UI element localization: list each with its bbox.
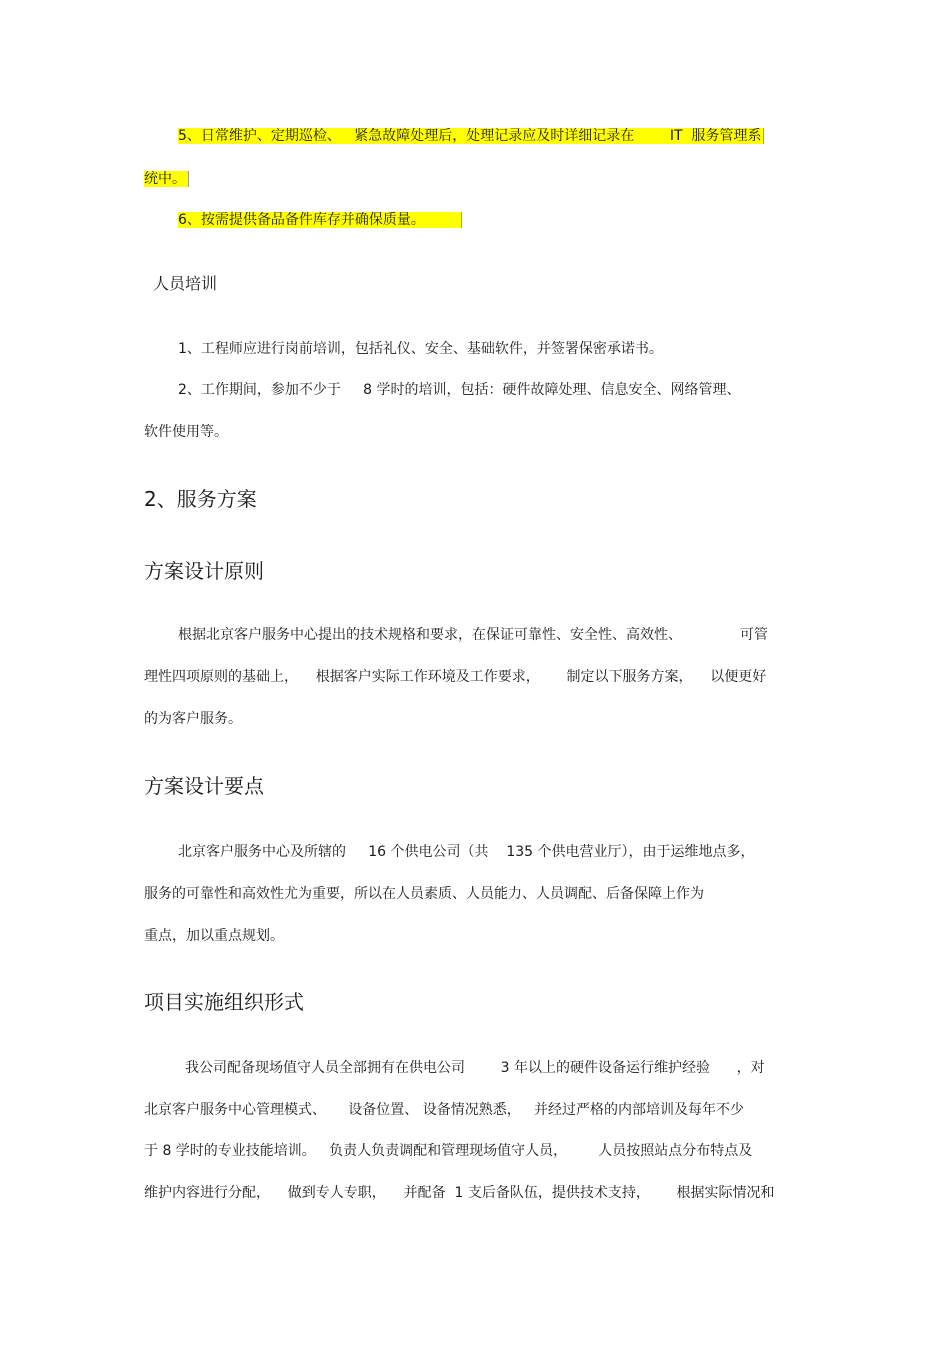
highlight: 6、按需提供备品备件库存并确保质量。: [178, 212, 462, 228]
maintenance-item-5-line-2: [144, 169, 189, 189]
organization-line-3: 于 8 学时的专业技能培训。 负责人负责调配和管理现场值守人员， 人员按照站点分布特点及: [144, 1143, 753, 1159]
training-item-2-line-1: 2、工作期间，参加不少于 8 学时的培训，包括：硬件故障处理、信息安全、网络管理、: [178, 382, 741, 398]
design-principles-line-3: 的为客户服务。: [144, 711, 242, 727]
section-heading-training: 人员培训: [153, 274, 218, 293]
highlight: 5、日常维护、定期巡检、 紧急故障处理后，处理记录应及时详细记录在 IT 服务管理系: [178, 128, 764, 144]
training-item-1: 1、工程师应进行岗前培训，包括礼仪、安全、基础软件，并签署保密承诺书。: [178, 341, 663, 357]
section-heading-organization: 项目实施组织形式: [144, 990, 304, 1014]
section-heading-design-principles: 方案设计原则: [144, 559, 264, 583]
maintenance-item-5-line-1: [178, 126, 764, 146]
highlight: 统中。: [144, 171, 189, 187]
section-heading-design-points: 方案设计要点: [144, 774, 264, 798]
design-principles-line-1: 根据北京客户服务中心提出的技术规格和要求，在保证可靠性、安全性、高效性、 可管: [178, 627, 768, 643]
training-item-2-line-2: 软件使用等。: [144, 424, 228, 440]
design-points-line-2: 服务的可靠性和高效性尤为重要，所以在人员素质、人员能力、人员调配、后备保障上作为: [144, 886, 704, 902]
organization-line-1: 我公司配备现场值守人员全部拥有在供电公司 3 年以上的硬件设备运行维护经验 ，对: [185, 1060, 765, 1076]
organization-line-2: 北京客户服务中心管理模式、 设备位置、 设备情况熟悉， 并经过严格的内部培训及每年不少: [144, 1102, 745, 1118]
organization-line-4: 维护内容进行分配， 做到专人专职， 并配备 1 支后备队伍，提供技术支持， 根据实际情况和: [144, 1185, 775, 1201]
design-principles-line-2: 理性四项原则的基础上， 根据客户实际工作环境及工作要求， 制定以下服务方案， 以便更好: [144, 669, 767, 685]
design-points-line-3: 重点，加以重点规划。: [144, 928, 284, 944]
section-heading-service-plan: 2、服务方案: [144, 487, 257, 511]
maintenance-item-6: [178, 210, 462, 230]
design-points-line-1: 北京客户服务中心及所辖的 16 个供电公司（共 135 个供电营业厅），由于运维地点多，: [178, 844, 755, 860]
